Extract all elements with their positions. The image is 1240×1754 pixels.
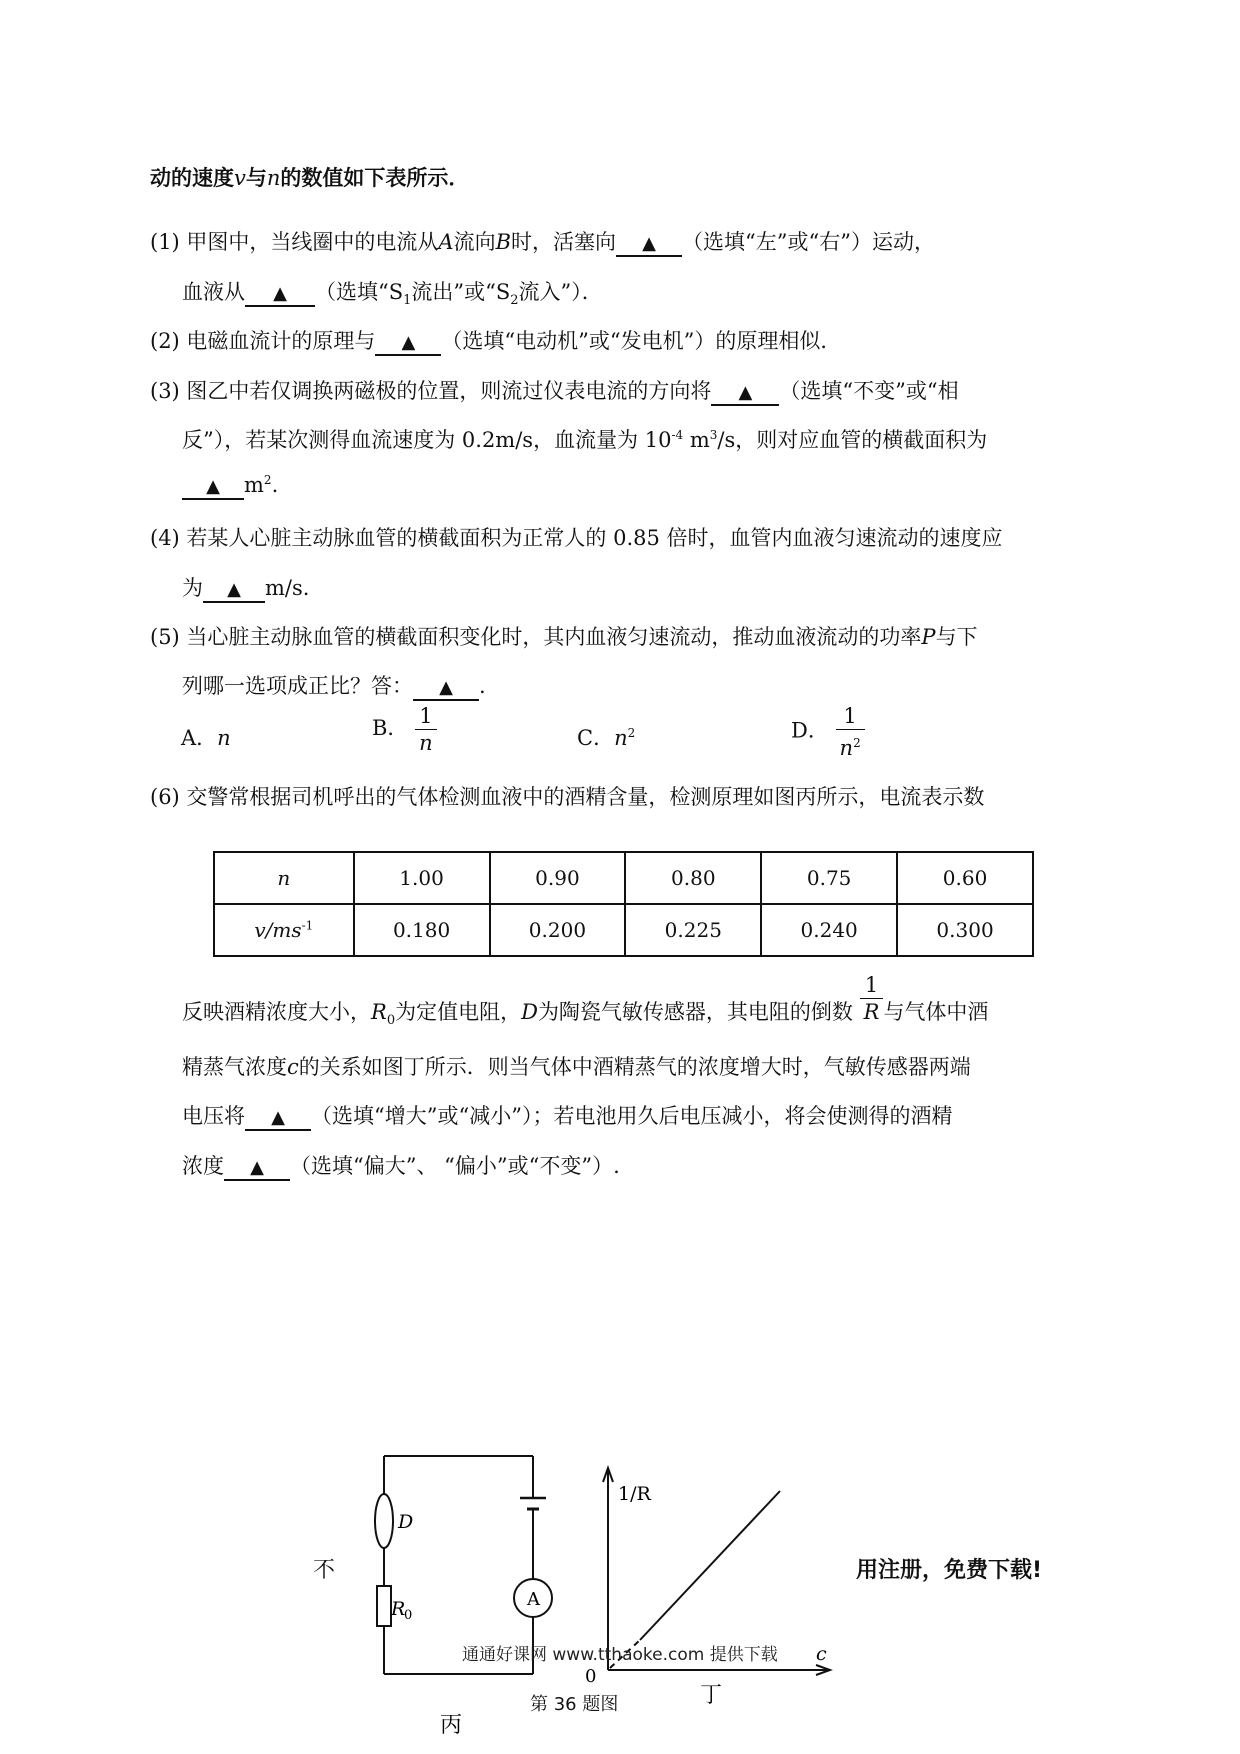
- q3-text-a: (3) 图乙中若仅调换两磁极的位置，则流过仪表电流的方向将: [150, 379, 712, 403]
- option-b-numerator: 1: [415, 703, 437, 730]
- graph-origin-label: 0: [585, 1666, 597, 1687]
- option-a-var: n: [217, 726, 231, 750]
- graph-x-label: c: [816, 1643, 827, 1665]
- option-b-denominator: n: [419, 731, 433, 755]
- q6-line4-text-b: （选填“增大”或“减小”）；若电池用久后电压减小，将会使测得的酒精: [311, 1104, 953, 1128]
- intro-text-1: 动的速度: [150, 165, 234, 190]
- q1-text-b: 流向: [453, 230, 496, 254]
- q1-line2-text-d: 流入”）．: [518, 280, 603, 304]
- q6-text-b: 为定值电阻，: [395, 1000, 522, 1024]
- answer-blank: ▲: [245, 283, 315, 307]
- intro-var-v: v: [234, 166, 246, 190]
- option-c-exp: 2: [627, 726, 636, 740]
- q3-unit: m: [244, 473, 264, 497]
- table-header-n: n: [214, 852, 354, 904]
- q1-sub-1: 1: [403, 293, 412, 309]
- table-cell: 0.225: [625, 904, 761, 956]
- q3-line2-text-b: m: [683, 428, 710, 452]
- q2-text-a: (2) 电磁血流计的原理与: [150, 329, 376, 353]
- q6-line5-text-b: （选填“偏大”、 “偏小”或“不变”）.: [290, 1154, 620, 1178]
- q1-text-d: （选填“左”或“右”）运动，: [682, 230, 935, 254]
- q3-unit-exp: 2: [263, 473, 272, 487]
- q5-text-b: 与下: [935, 625, 978, 649]
- answer-blank: ▲: [224, 1157, 290, 1181]
- circuit-label-r0-sub: 0: [404, 1608, 413, 1623]
- intro-text-2: 与: [245, 165, 267, 190]
- q6-line1: (6) 交警常根据司机呼出的气体检测血液中的酒精含量，检测原理如图丙所示，电流表示数: [150, 785, 985, 809]
- q3-exp-1: -4: [671, 428, 684, 442]
- intro-var-n: n: [266, 166, 281, 190]
- q4-text-a: 为: [182, 576, 203, 600]
- circuit-caption: 丙: [440, 1713, 463, 1738]
- q6-var-r0: R: [371, 1000, 387, 1024]
- q5-line2-text: 列哪一选项成正比？答：: [182, 674, 413, 698]
- q5-text-a: (5) 当心脏主动脉血管的横截面积变化时，其内血液匀速流动，推动血液流动的功率: [150, 625, 922, 649]
- q4-unit: m/s.: [265, 576, 310, 600]
- ammeter-label: A: [527, 1589, 540, 1610]
- table-cell: 0.180: [354, 904, 490, 956]
- option-d-numerator: 1: [836, 703, 865, 730]
- q1-text-a: (1) 甲图中，当线圈中的电流从: [150, 230, 439, 254]
- q5-var-p: P: [921, 625, 936, 649]
- circuit-label-r0: R: [391, 1598, 406, 1620]
- option-d-den-exp: 2: [853, 736, 861, 750]
- q5-line2-end: .: [479, 674, 486, 698]
- option-b-label: B．: [372, 716, 409, 740]
- intro-text-3: 的数值如下表所示．: [280, 165, 470, 190]
- table-cell: 0.75: [761, 852, 897, 904]
- q1-var-a: A: [438, 230, 454, 254]
- q6-var-d: D: [521, 1000, 538, 1024]
- table-cell: 0.80: [625, 852, 761, 904]
- sensor-d-symbol: [375, 1494, 393, 1548]
- q1-line2-text-c: 流出”或“S: [411, 280, 511, 304]
- option-d-den-var: n: [839, 736, 854, 760]
- q3-exp-2: 3: [709, 428, 718, 442]
- q3-line2-text-c: /s，则对应血管的横截面积为: [717, 428, 988, 452]
- table-cell: 1.00: [354, 852, 490, 904]
- footer-right-text: 用注册，免费下载!: [856, 1558, 1043, 1583]
- q6-var-r0-sub: 0: [386, 1013, 396, 1029]
- q6-line3-text-b: 的关系如图丁所示．则当气体中酒精蒸气的浓度增大时，气敏传感器两端: [298, 1055, 971, 1079]
- table-cell: 0.300: [897, 904, 1033, 956]
- q6-text-d: 与气体中酒: [883, 1000, 989, 1024]
- q6-text-a: 反映酒精浓度大小，: [182, 1000, 371, 1024]
- q6-text-c: 为陶瓷气敏传感器，其电阻的倒数: [537, 1000, 853, 1024]
- q6-fraction-den: R: [863, 1000, 880, 1024]
- answer-blank: ▲: [375, 332, 441, 356]
- q3-text-b: （选填“不变”或“相: [779, 379, 959, 403]
- resistor-r0-symbol: [377, 1586, 391, 1626]
- graph-y-label: 1/R: [618, 1483, 651, 1505]
- q1-var-b: B: [495, 230, 512, 254]
- answer-blank: ▲: [616, 233, 682, 257]
- q1-sub-2: 2: [510, 293, 519, 309]
- footer-watermark: 通通好课网 www.tthaoke.com 提供下载: [462, 1645, 778, 1665]
- answer-blank: ▲: [203, 579, 265, 603]
- q1-text-c: 时，活塞向: [511, 230, 617, 254]
- table-cell: 0.240: [761, 904, 897, 956]
- option-a-label: A．: [181, 726, 218, 750]
- table-cell: 0.90: [490, 852, 626, 904]
- q1-line2-text-a: 血液从: [182, 280, 245, 304]
- circuit-label-d: D: [398, 1511, 414, 1533]
- graph-caption: 丁: [700, 1683, 723, 1708]
- q6-line5-text-a: 浓度: [182, 1154, 224, 1178]
- q2-text-b: （选填“电动机”或“发电机”）的原理相似．: [441, 329, 842, 353]
- q1-line2-text-b: （选填“S: [315, 280, 404, 304]
- q6-fraction-num: 1: [860, 972, 884, 999]
- q3-line2-text-a: 反”），若某次测得血流速度为 0.2m/s，血流量为 10: [182, 428, 672, 452]
- table-cell: 0.60: [897, 852, 1033, 904]
- q3-end: .: [271, 473, 279, 497]
- q6-line3-text-a: 精蒸气浓度: [182, 1055, 287, 1079]
- table-header-v-text: v/ms: [254, 918, 302, 942]
- q6-line4-text-a: 电压将: [182, 1104, 245, 1128]
- table-cell: 0.200: [490, 904, 626, 956]
- answer-blank: ▲: [413, 677, 479, 701]
- table-header-v-exp: -1: [301, 918, 314, 933]
- graph-line: [640, 1491, 780, 1640]
- answer-blank: ▲: [711, 382, 779, 406]
- q4-line1: (4) 若某人心脏主动脉血管的横截面积为正常人的 0.85 倍时，血管内血液匀速流动的速度应: [150, 526, 1003, 550]
- option-c-label: C．: [577, 726, 615, 750]
- option-c-var: n: [614, 726, 628, 750]
- answer-blank: ▲: [245, 1107, 311, 1131]
- q6-var-c: c: [287, 1055, 299, 1079]
- option-d-label: D．: [791, 718, 829, 743]
- footer-left-fragment: 不: [313, 1558, 336, 1583]
- answer-blank: ▲: [182, 476, 244, 500]
- figure-caption: 第 36 题图: [530, 1694, 619, 1715]
